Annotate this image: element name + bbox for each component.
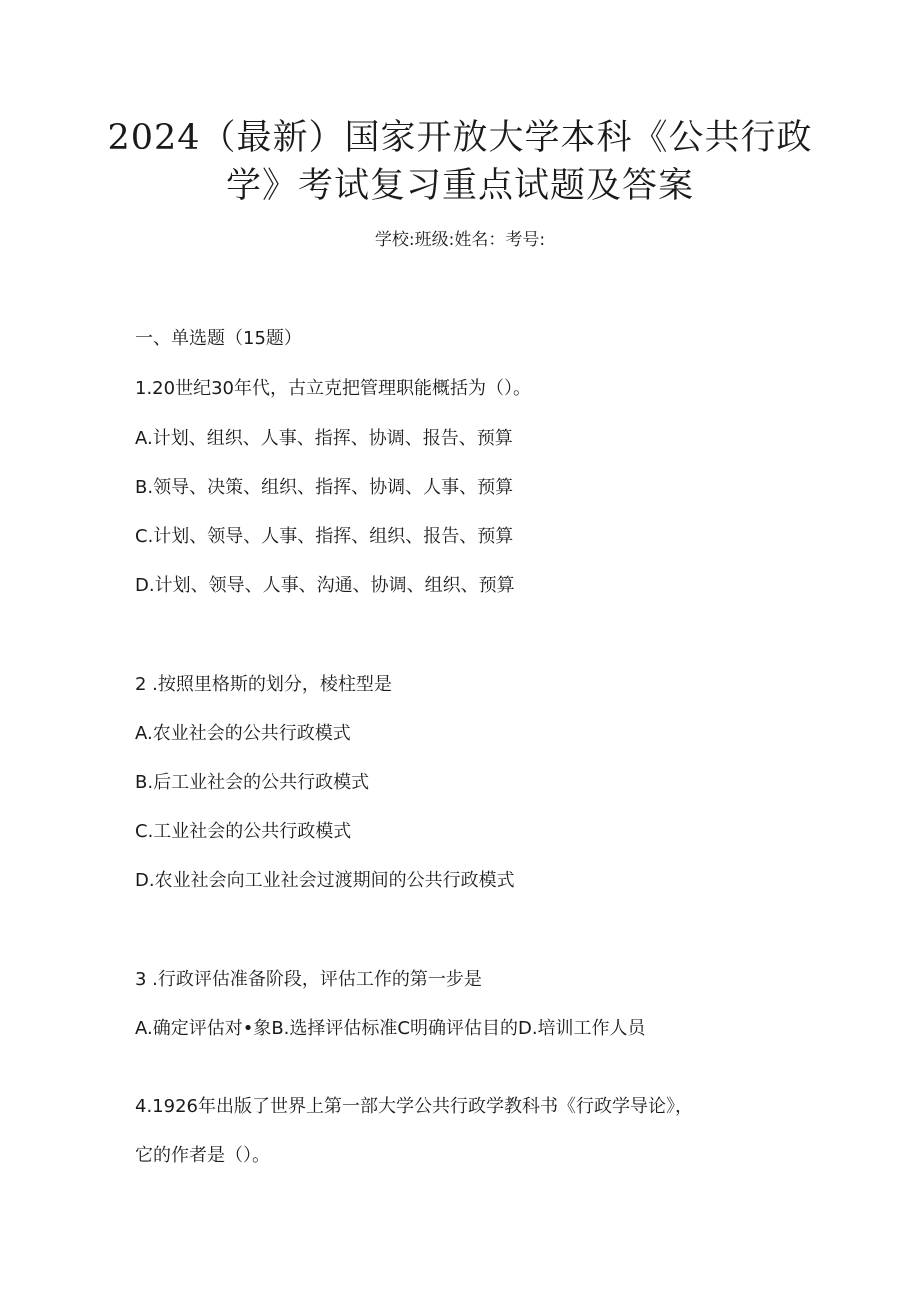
question-1-option-b: B.领导、决策、组织、指挥、协调、人事、预算: [135, 477, 514, 498]
question-3-options: A.确定评估对•象B.选择评估标准C明确评估目的D.培训工作人员: [135, 1018, 646, 1039]
question-1-option-d: D.计划、领导、人事、沟通、协调、组织、预算: [135, 575, 515, 596]
question-4-stem-line-1: 4.1926年出版了世界上第一部大学公共行政学教科书《行政学导论》，: [135, 1096, 693, 1117]
question-2-stem: 2 .按照里格斯的划分，棱柱型是: [135, 674, 392, 695]
section-heading: 一、单选题（15题）: [135, 328, 302, 349]
document-title-line-1: 2024（最新）国家开放大学本科《公共行政: [107, 118, 813, 158]
question-3-stem: 3 .行政评估准备阶段，评估工作的第一步是: [135, 969, 482, 990]
question-4-stem-line-2: 它的作者是（）。: [135, 1145, 270, 1166]
question-2-option-d: D.农业社会向工业社会过渡期间的公共行政模式: [135, 870, 515, 891]
question-1-stem: 1.20世纪30年代，古立克把管理职能概括为（）。: [135, 378, 531, 399]
question-1-option-a: A.计划、组织、人事、指挥、协调、报告、预算: [135, 428, 513, 449]
document-title-line-2: 学》考试复习重点试题及答案: [225, 166, 694, 206]
question-2-option-b: B.后工业社会的公共行政模式: [135, 772, 370, 793]
question-2-option-c: C.工业社会的公共行政模式: [135, 821, 352, 842]
question-1-option-c: C.计划、领导、人事、指挥、组织、报告、预算: [135, 526, 514, 547]
question-2-option-a: A.农业社会的公共行政模式: [135, 723, 351, 744]
student-info-line: 学校:班级:姓名：考号:: [374, 230, 546, 250]
